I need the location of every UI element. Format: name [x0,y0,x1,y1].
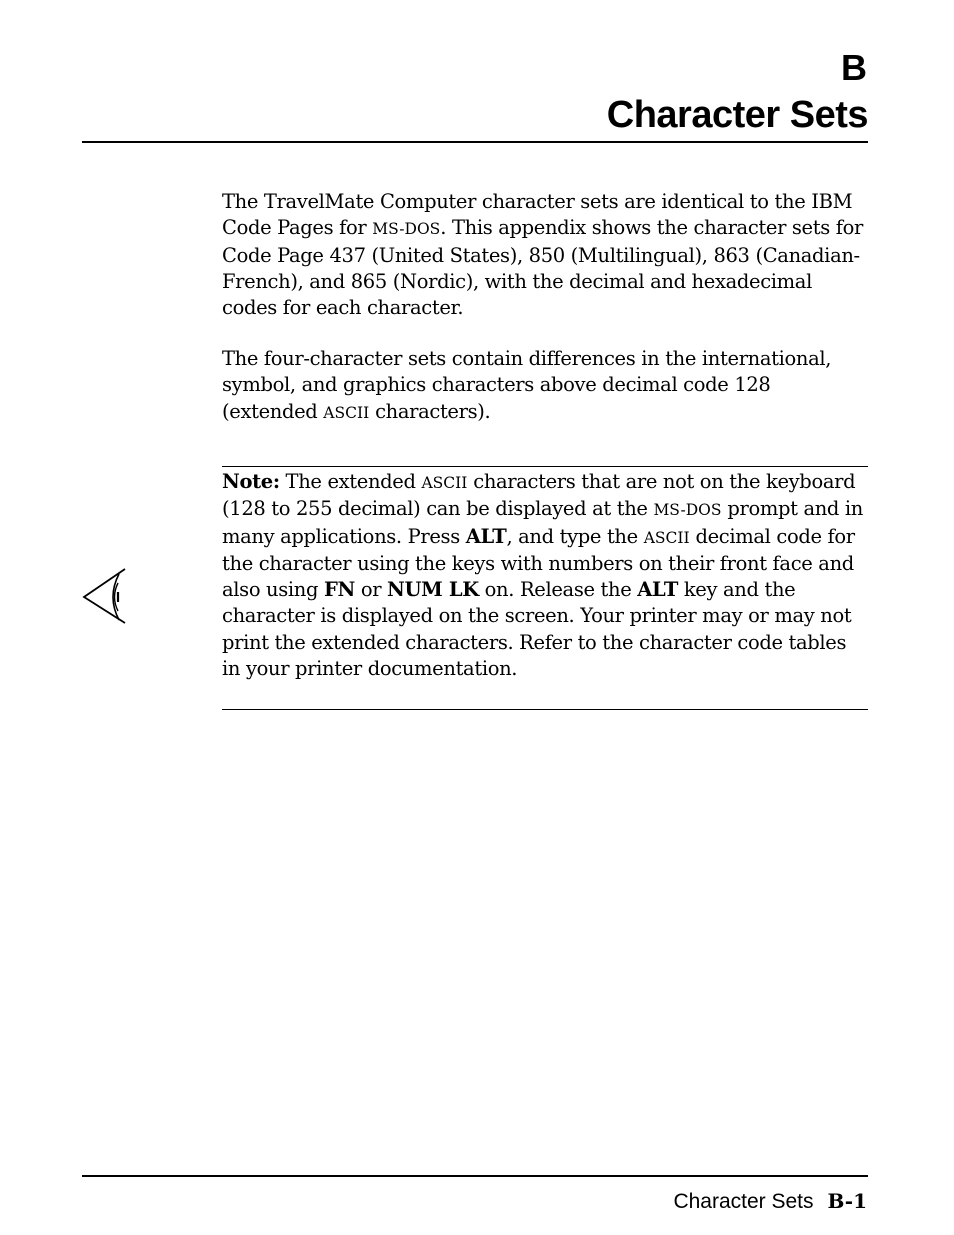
note-bottom-rule [222,709,868,710]
page-number: B-1 [827,1189,867,1213]
intro-paragraph-2: The four-character sets contain differences in the international, symbol, and graphics characters above decimal code 128 (extended ASCII characters). [222,347,832,423]
key-num-lk: NUM LK [387,578,479,602]
footer-section-title: Character Sets [673,1190,814,1213]
msdos-term: MS-DOS [653,501,722,520]
note-label: Note: [222,470,280,493]
ascii-term: ASCII [421,474,468,492]
key-alt: ALT [465,524,507,548]
intro-paragraph-1: The TravelMate Computer character sets are identical to the IBM Code Pages for MS-DOS. This appendix shows the character sets for Code Page 437 (United States), 850 (Multilingual), 863 (Canadian-French), and 865 (Nordic), with the decimal and hexadecimal codes for each character. [222,190,863,320]
note-top-rule [222,466,868,467]
footer-rule [82,1175,868,1177]
ascii-term: ASCII [323,403,370,422]
chapter-title: Character Sets [606,94,868,136]
chapter-letter: B [841,47,867,88]
note-text: Note: The extended ASCII characters that are not on the keyboard (128 to 255 decimal) can be displayed at the MS-DOS prompt and in many applications. Press ALT, and type the ASCII decimal code for the character using the keys with numbers on their front face and also using FN or NUM LK on. Release the ALT key and the character is displayed on the screen. Your printer may or may not print the extended characters. Refer to the character code tables in your printer documentation. [222,470,864,681]
key-fn: FN [324,578,355,602]
msdos-term: MS-DOS [372,220,441,239]
eye-icon [81,566,129,626]
page-footer [673,1187,867,1216]
ascii-term: ASCII [643,528,690,547]
header-rule [82,141,868,143]
key-alt: ALT [637,578,678,602]
